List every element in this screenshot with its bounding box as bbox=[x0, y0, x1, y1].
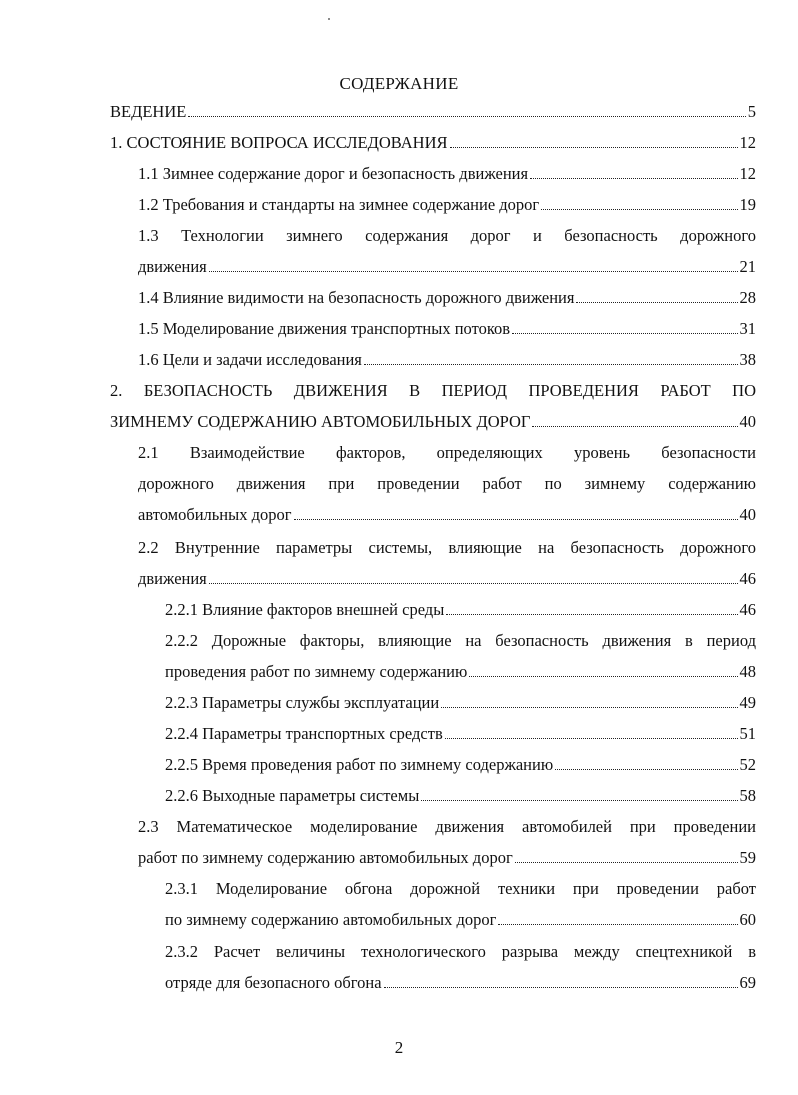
toc-entry-title: движения bbox=[138, 257, 207, 276]
toc-entry-title: 1. СОСТОЯНИЕ ВОПРОСА ИССЛЕДОВАНИЯ bbox=[110, 133, 448, 152]
toc-entry-page: 46 bbox=[739, 600, 756, 619]
dot-leader bbox=[294, 519, 738, 520]
dot-leader bbox=[498, 924, 737, 925]
toc-entry-title: 2.3.1 Моделирование обгона дорожной техники при проведении работ bbox=[165, 879, 756, 898]
toc-entry-title: 2.2.6 Выходные параметры системы bbox=[165, 786, 420, 805]
toc-entry[interactable] bbox=[165, 879, 756, 941]
toc-entry-title: 2.3.2 Расчет величины технологического разрыва между спецтехникой в bbox=[165, 942, 756, 961]
toc-entry[interactable] bbox=[138, 195, 756, 215]
toc-entry-page: 21 bbox=[739, 257, 756, 276]
toc-entry-page: 51 bbox=[739, 724, 756, 743]
toc-entry-page: 40 bbox=[739, 412, 756, 431]
toc-entry-title: автомобильных дорог bbox=[138, 505, 292, 524]
toc-entry-title: ЗИМНЕМУ СОДЕРЖАНИЮ АВТОМОБИЛЬНЫХ ДОРОГ bbox=[110, 412, 531, 431]
toc-entry-title: 2.3 Математическое моделирование движения автомобилей при проведении bbox=[138, 817, 756, 836]
toc-entry-title: 1.3 Технологии зимнего содержания дорог и безопасность дорожного bbox=[138, 226, 756, 245]
toc-entry[interactable] bbox=[165, 724, 756, 744]
toc-entry-title: 1.2 Требования и стандарты на зимнее содержание дорог bbox=[138, 195, 540, 214]
scan-speck bbox=[328, 18, 330, 20]
dot-leader bbox=[209, 271, 738, 272]
toc-entry[interactable] bbox=[165, 755, 756, 775]
toc-entry[interactable] bbox=[138, 443, 756, 536]
toc-entry[interactable] bbox=[138, 538, 756, 600]
toc-entry-page: 12 bbox=[739, 164, 756, 183]
dot-leader bbox=[445, 738, 738, 739]
dot-leader bbox=[209, 583, 738, 584]
toc-entry-page: 52 bbox=[739, 755, 756, 774]
dot-leader bbox=[188, 116, 745, 117]
toc-entry[interactable] bbox=[138, 319, 756, 339]
toc-entry-title: 2.1 Взаимодействие факторов, определяющих уровень безопасности bbox=[138, 443, 756, 462]
dot-leader bbox=[421, 800, 737, 801]
dot-leader bbox=[576, 302, 737, 303]
toc-entry-title: 2.2.5 Время проведения работ по зимнему содержанию bbox=[165, 755, 554, 774]
toc-entry-title: по зимнему содержанию автомобильных дорог bbox=[165, 910, 497, 929]
dot-leader bbox=[512, 333, 737, 334]
dot-leader bbox=[541, 209, 737, 210]
toc-entry-title: 1.4 Влияние видимости на безопасность дорожного движения bbox=[138, 288, 575, 307]
toc-entry[interactable] bbox=[138, 288, 756, 308]
dot-leader bbox=[364, 364, 738, 365]
toc-entry[interactable] bbox=[165, 786, 756, 806]
dot-leader bbox=[555, 769, 737, 770]
dot-leader bbox=[450, 147, 738, 148]
toc-entry-page: 40 bbox=[739, 505, 756, 524]
toc-entry-page: 31 bbox=[739, 319, 756, 338]
toc-entry-page: 28 bbox=[739, 288, 756, 307]
toc-entry[interactable] bbox=[165, 942, 756, 1004]
dot-leader bbox=[530, 178, 737, 179]
toc-entry[interactable] bbox=[165, 600, 756, 620]
toc-entry-page: 46 bbox=[739, 569, 756, 588]
toc-entry-title: движения bbox=[138, 569, 207, 588]
dot-leader bbox=[532, 426, 737, 427]
dot-leader bbox=[469, 676, 737, 677]
toc-entry-title: 2.2.1 Влияние факторов внешней среды bbox=[165, 600, 445, 619]
toc-entry[interactable] bbox=[138, 817, 756, 879]
dot-leader bbox=[515, 862, 738, 863]
toc-entry[interactable] bbox=[138, 164, 756, 184]
dot-leader bbox=[441, 707, 737, 708]
toc-entry-title: проведения работ по зимнему содержанию bbox=[165, 662, 468, 681]
toc-entry-page: 60 bbox=[739, 910, 756, 929]
dot-leader bbox=[384, 987, 738, 988]
toc-entry-title: работ по зимнему содержанию автомобильных дорог bbox=[138, 848, 513, 867]
toc-entry-title: 1.5 Моделирование движения транспортных потоков bbox=[138, 319, 511, 338]
toc-entry[interactable] bbox=[165, 693, 756, 713]
page-title: СОДЕРЖАНИЕ bbox=[339, 74, 459, 93]
toc-entry-title: 2.2.2 Дорожные факторы, влияющие на безопасность движения в период bbox=[165, 631, 756, 650]
toc-entry-page: 69 bbox=[739, 973, 756, 992]
toc-entry[interactable] bbox=[110, 381, 756, 443]
toc-entry-title: дорожного движения при проведении работ по зимнему содержанию bbox=[138, 474, 756, 493]
dot-leader bbox=[446, 614, 737, 615]
toc-entry-title: ВЕДЕНИЕ bbox=[110, 102, 187, 121]
toc-entry-title: 1.1 Зимнее содержание дорог и безопасность движения bbox=[138, 164, 529, 183]
toc-entry[interactable] bbox=[110, 133, 756, 153]
toc-entry-page: 48 bbox=[739, 662, 756, 681]
toc-entry[interactable] bbox=[165, 631, 756, 693]
toc-entry-page: 12 bbox=[739, 133, 756, 152]
toc-entry-page: 58 bbox=[739, 786, 756, 805]
toc-entry-page: 19 bbox=[739, 195, 756, 214]
toc-entry-title: 2. БЕЗОПАСНОСТЬ ДВИЖЕНИЯ В ПЕРИОД ПРОВЕДЕНИЯ РАБОТ ПО bbox=[110, 381, 756, 400]
toc-entry[interactable] bbox=[110, 102, 756, 122]
toc-entry-title: 2.2 Внутренние параметры системы, влияющие на безопасность дорожного bbox=[138, 538, 756, 557]
toc-entry-title: 1.6 Цели и задачи исследования bbox=[138, 350, 362, 369]
page-number: 2 bbox=[394, 1038, 404, 1057]
toc-entry-title: 2.2.3 Параметры службы эксплуатации bbox=[165, 693, 440, 712]
toc-entry-page: 38 bbox=[739, 350, 756, 369]
toc-entry-title: отряде для безопасного обгона bbox=[165, 973, 382, 992]
toc-entry-page: 49 bbox=[739, 693, 756, 712]
toc-entry-page: 59 bbox=[739, 848, 756, 867]
toc-entry[interactable] bbox=[138, 226, 756, 288]
toc-entry[interactable] bbox=[138, 350, 756, 370]
toc-entry-title: 2.2.4 Параметры транспортных средств bbox=[165, 724, 443, 743]
toc-entry-page: 5 bbox=[747, 102, 756, 121]
